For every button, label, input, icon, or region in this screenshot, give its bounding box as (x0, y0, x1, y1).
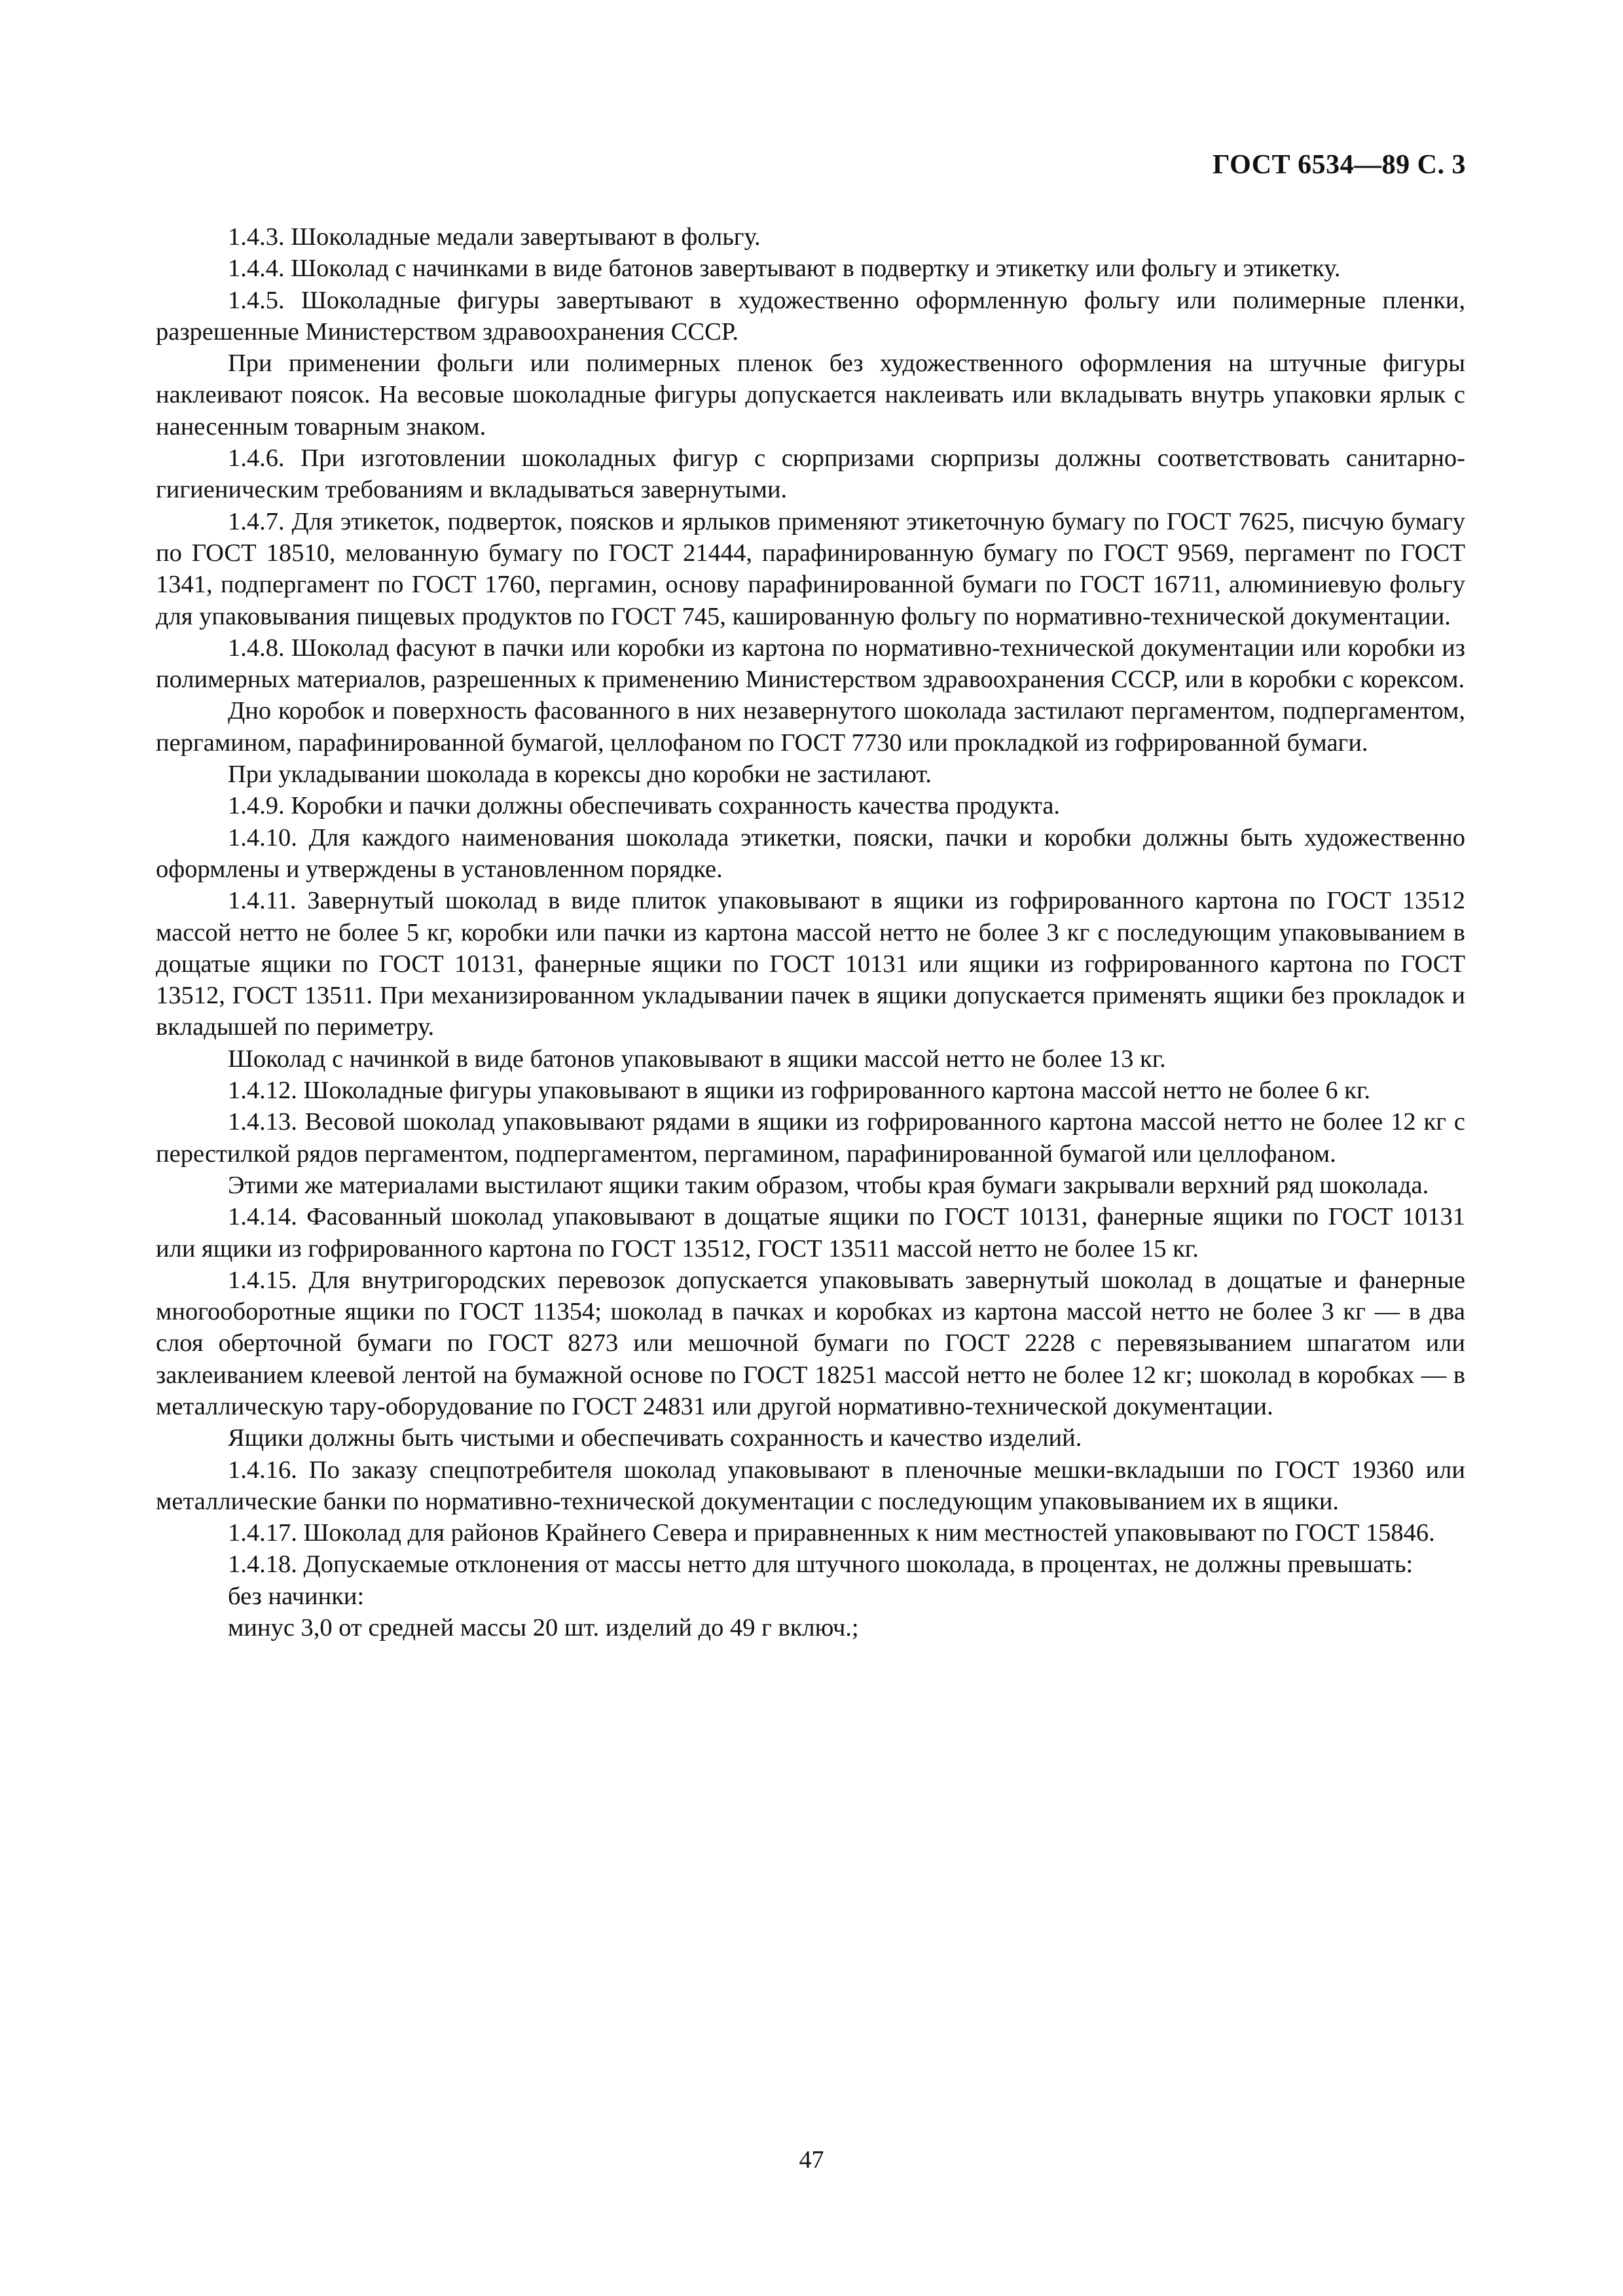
paragraph: При укладывании шоколада в корексы дно коробки не застилают. (228, 761, 932, 789)
paragraph: 1.4.13. Весовой шоколад упаковывают рядами в ящики из гофрированного картона массой нетто не более 12 кг с перестилкой рядов пергаментом, подпергаментом, пергамином, парафинированной бумагой или целлофаном. (156, 1108, 1465, 1168)
paragraph: 1.4.9. Коробки и пачки должны обеспечивать сохранность качества продукта. (228, 792, 1061, 820)
paragraph: 1.4.18. Допускаемые отклонения от массы нетто для штучного шоколада, в процентах, не должны превышать: (228, 1551, 1413, 1579)
paragraph: 1.4.7. Для этикеток, подверток, поясков и ярлыков применяют этикеточную бумагу по ГОСТ 7625, писчую бумагу по ГОСТ 18510, мелованную бумагу по ГОСТ 21444, парафинированную бумагу по ГОСТ 9569, пергамент по ГОСТ 1341, подпергамент по ГОСТ 1760, пергамин, основу парафинированной бумаги по ГОСТ 16711, алюминиевую фольгу для упаковывания пищевых продуктов по ГОСТ 745, кашированную фольгу по нормативно-технической документации. (156, 507, 1465, 630)
paragraph: без начинки: (228, 1582, 365, 1610)
paragraph: Ящики должны быть чистыми и обеспечивать сохранность и качество изделий. (228, 1424, 1082, 1452)
page-number: 47 (799, 2146, 824, 2174)
paragraph: 1.4.4. Шоколад с начинками в виде батонов завертывают в подвертку и этикетку или фольгу и этикетку. (228, 255, 1341, 283)
running-header: ГОСТ 6534—89 С. 3 (1212, 150, 1466, 180)
document-body (156, 221, 1465, 1643)
paragraph: 1.4.3. Шоколадные медали завертывают в фольгу. (228, 223, 761, 251)
paragraph: Этими же материалами выстилают ящики таким образом, чтобы края бумаги закрывали верхний ряд шоколада. (228, 1171, 1429, 1199)
paragraph: 1.4.17. Шоколад для районов Крайнего Севера и приравненных к ним местностей упаковывают по ГОСТ 15846. (228, 1519, 1435, 1547)
paragraph: 1.4.15. Для внутригородских перевозок допускается упаковывать завернутый шоколад в дощатые и фанерные многооборотные ящики по ГОСТ 11354; шоколад в пачках и коробках из картона массой нетто не более 3 кг — в два слоя оберточной бумаги по ГОСТ 8273 или мешочной бумаги по ГОСТ 2228 с перевязыванием шпагатом или заклеиванием клеевой лентой на бумажной основе по ГОСТ 18251 массой нетто не более 12 кг; шоколад в коробках — в металлическую тару-оборудование по ГОСТ 24831 или другой нормативно-технической документации. (156, 1266, 1465, 1420)
paragraph: 1.4.16. По заказу спецпотребителя шоколад упаковывают в пленочные мешки-вкладыши по ГОСТ 19360 или металлические банки по нормативно-технической документации с последующим упаковыванием их в ящики. (156, 1456, 1465, 1515)
paragraph: 1.4.10. Для каждого наименования шоколада этикетки, пояски, пачки и коробки должны быть художественно оформлены и утверждены в установленном порядке. (156, 823, 1465, 883)
paragraph: При применении фольги или полимерных пленок без художественного оформления на штучные фигуры наклеивают поясок. На весовые шоколадные фигуры допускается наклеивать или вкладывать внутрь упаковки ярлык с нанесенным товарным знаком. (156, 350, 1465, 440)
paragraph: 1.4.14. Фасованный шоколад упаковывают в дощатые ящики по ГОСТ 10131, фанерные ящики по ГОСТ 10131 или ящики из гофрированного картона по ГОСТ 13512, ГОСТ 13511 массой нетто не более 15 кг. (156, 1203, 1465, 1263)
paragraph: 1.4.6. При изготовлении шоколадных фигур с сюрпризами сюрпризы должны соответствовать санитарно-гигиеническим требованиям и вкладываться завернутыми. (156, 444, 1465, 504)
paragraph: Дно коробок и поверхность фасованного в них незавернутого шоколада застилают пергаментом, подпергаментом, пергамином, парафинированной бумагой, целлофаном по ГОСТ 7730 или прокладкой из гофрированной бумаги. (156, 697, 1465, 757)
paragraph: Шоколад с начинкой в виде батонов упаковывают в ящики массой нетто не более 13 кг. (228, 1045, 1166, 1073)
paragraph: минус 3,0 от средней массы 20 шт. изделий до 49 г включ.; (228, 1614, 859, 1642)
paragraph: 1.4.8. Шоколад фасуют в пачки или коробки из картона по нормативно-технической документации или коробки из полимерных материалов, разрешенных к применению Министерством здравоохранения СССР, или в коробки с корексом. (156, 634, 1465, 694)
paragraph: 1.4.11. Завернутый шоколад в виде плиток упаковывают в ящики из гофрированного картона по ГОСТ 13512 массой нетто не более 5 кг, коробки или пачки из картона массой нетто не более 3 кг с последующим упаковыванием в дощатые ящики по ГОСТ 10131, фанерные ящики по ГОСТ 10131 или ящики из гофрированного картона по ГОСТ 13512, ГОСТ 13511. При механизированном укладывании пачек в ящики допускается применять ящики без прокладок и вкладышей по периметру. (156, 887, 1465, 1041)
paragraph: 1.4.5. Шоколадные фигуры завертывают в художественно оформленную фольгу или полимерные пленки, разрешенные Министерством здравоохранения СССР. (156, 286, 1465, 346)
paragraph: 1.4.12. Шоколадные фигуры упаковывают в ящики из гофрированного картона массой нетто не более 6 кг. (228, 1077, 1371, 1105)
